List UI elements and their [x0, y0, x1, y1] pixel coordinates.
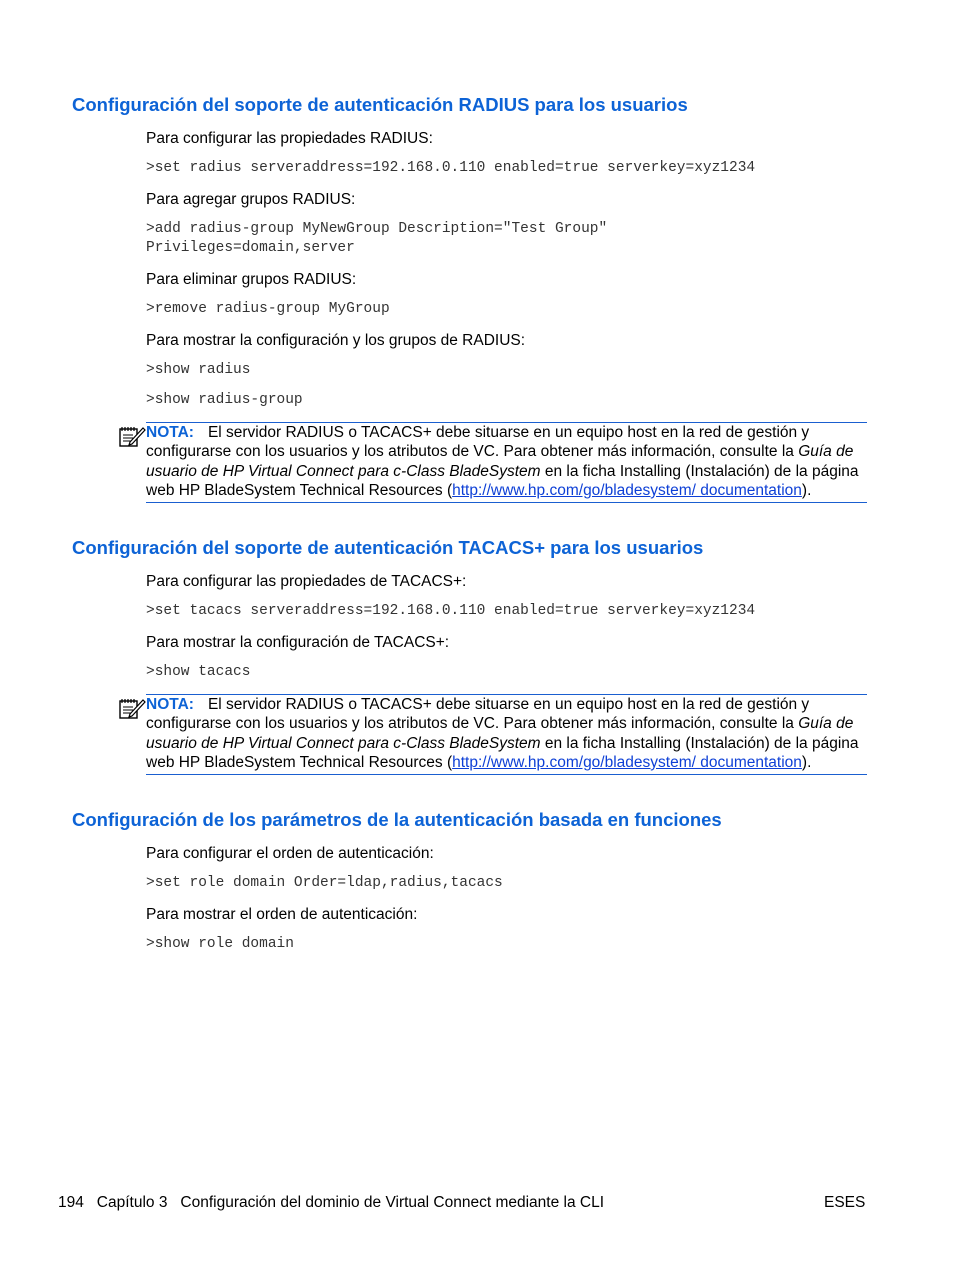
documentation-link[interactable]: http://www.hp.com/go/bladesystem/ documentation — [452, 753, 802, 771]
note-box — [146, 694, 867, 775]
documentation-link[interactable]: http://www.hp.com/go/bladesystem/ documentation — [452, 481, 802, 499]
section-heading-radius: Configuración del soporte de autenticación RADIUS para los usuarios — [72, 94, 688, 115]
code-line: >show radius — [146, 362, 251, 378]
paragraph: Para mostrar el orden de autenticación: — [146, 906, 418, 923]
code-line: >show radius-group — [146, 392, 303, 408]
note-text: en la ficha Installing (Instalación) de la página web HP BladeSystem Technical Resources ( — [146, 734, 859, 771]
code-line: >show tacacs — [146, 664, 251, 680]
paragraph: Para agregar grupos RADIUS: — [146, 191, 356, 208]
section-heading-role: Configuración de los parámetros de la autenticación basada en funciones — [72, 809, 722, 830]
note-box — [146, 422, 867, 503]
note-text: El servidor RADIUS o TACACS+ debe situarse en un equipo host en la red de gestión y configurarse con los usuarios y los atributos de VC. Para obtener más información, consulte la — [146, 696, 810, 733]
note-label: NOTA: — [146, 424, 194, 441]
code-line: >show role domain — [146, 936, 294, 952]
chapter-title: Configuración del dominio de Virtual Connect mediante la CLI — [180, 1194, 605, 1211]
page-number: 194 — [58, 1194, 84, 1211]
chapter-label: Capítulo 3 — [96, 1194, 168, 1211]
note-icon — [118, 424, 146, 448]
note-text: ). — [801, 753, 812, 771]
paragraph: Para mostrar la configuración de TACACS+: — [146, 634, 450, 651]
section-heading-tacacs: Configuración del soporte de autenticación TACACS+ para los usuarios — [72, 537, 704, 558]
code-line: Privileges=domain,server — [146, 240, 355, 256]
paragraph: Para eliminar grupos RADIUS: — [146, 271, 357, 288]
code-line: >set role domain Order=ldap,radius,tacacs — [146, 875, 503, 891]
note-text: El servidor RADIUS o TACACS+ debe situarse en un equipo host en la red de gestión y configurarse con los usuarios y los atributos de VC. Para obtener más información, consulte la — [146, 424, 810, 461]
paragraph: Para mostrar la configuración y los grupos de RADIUS: — [146, 332, 526, 349]
note-guide-title: Guía de usuario de HP Virtual Connect para c-Class BladeSystem — [146, 715, 854, 752]
page-footer — [58, 1193, 604, 1212]
note-text: en la ficha Installing (Instalación) de la página web HP BladeSystem Technical Resources ( — [146, 462, 859, 499]
code-line: >set tacacs serveraddress=192.168.0.110 enabled=true serverkey=xyz1234 — [146, 603, 756, 619]
locale-code: ESES — [824, 1194, 866, 1211]
note-label: NOTA: — [146, 696, 194, 713]
note-guide-title: Guía de usuario de HP Virtual Connect para c-Class BladeSystem — [146, 443, 854, 480]
note-icon — [118, 696, 146, 720]
code-line: >set radius serveraddress=192.168.0.110 enabled=true serverkey=xyz1234 — [146, 160, 756, 176]
paragraph: Para configurar las propiedades RADIUS: — [146, 130, 433, 147]
paragraph: Para configurar el orden de autenticación: — [146, 845, 434, 862]
code-line: >add radius-group MyNewGroup Description="Test Group" — [146, 221, 608, 237]
code-line: >remove radius-group MyGroup — [146, 301, 390, 317]
note-text: ). — [801, 481, 812, 499]
paragraph: Para configurar las propiedades de TACACS+: — [146, 573, 467, 590]
